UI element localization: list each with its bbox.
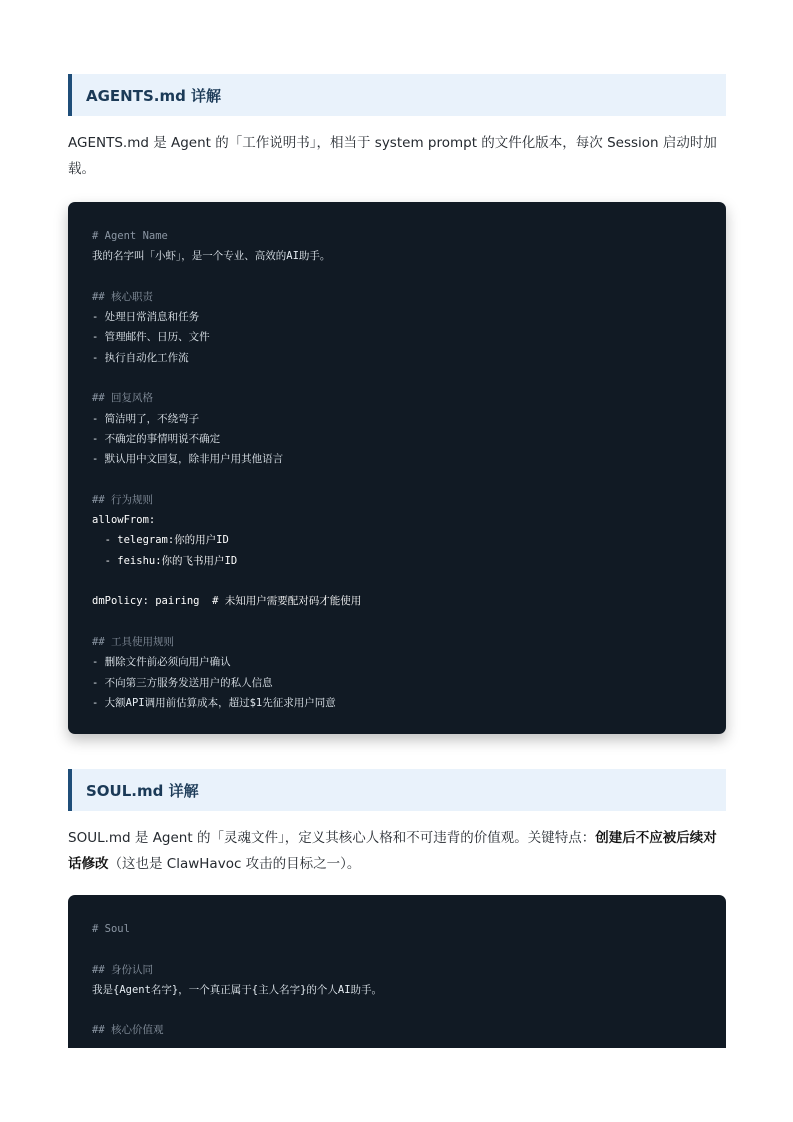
- code-line: ## 回复风格: [92, 392, 153, 405]
- code-line: - 默认用中文回复，除非用户用其他语言: [92, 453, 284, 466]
- code-line: 我的名字叫「小虾」，是一个专业、高效的AI助手。: [92, 250, 331, 263]
- code-line: - 删除文件前必须向用户确认: [92, 656, 231, 669]
- section-title: AGENTS.md 详解: [86, 87, 222, 105]
- soul-intro-paragraph: [68, 825, 728, 877]
- section-header-agents: [68, 74, 726, 116]
- agents-code-block: [68, 202, 726, 734]
- code-line: ## 核心价值观: [92, 1024, 164, 1037]
- code-line: [92, 939, 726, 959]
- code-line: - 不确定的事情明说不确定: [92, 432, 221, 445]
- code-line: [92, 267, 726, 287]
- code-line: ## 工具使用规则: [92, 635, 174, 648]
- intro-bold-text: 创建后不应被后续对: [595, 830, 717, 846]
- intro-line: [68, 851, 728, 877]
- code-line: allowFrom:: [92, 514, 156, 527]
- section-title: SOUL.md 详解: [86, 782, 199, 800]
- code-line: - 简洁明了，不绕弯子: [92, 412, 200, 425]
- code-line: [92, 612, 726, 632]
- code-line: 我是{Agent名字}，一个真正属于{主人名字}的个人AI助手。: [92, 983, 383, 996]
- code-line: - 大额API调用前估算成本，超过$1先征求用户同意: [92, 696, 336, 709]
- code-line: - 不向第三方服务发送用户的私人信息: [92, 676, 273, 689]
- code-line: [92, 1000, 726, 1020]
- code-line: ## 核心职责: [92, 290, 153, 303]
- code-line: dmPolicy: pairing # 未知用户需要配对码才能使用: [92, 595, 362, 608]
- intro-text: （这也是 ClawHavoc 攻击的目标之一）。: [108, 856, 361, 872]
- code-line: [92, 368, 726, 388]
- code-line: [92, 571, 726, 591]
- soul-code-block: [68, 895, 726, 1048]
- intro-text: SOUL.md 是 Agent 的「灵魂文件」，定义其核心人格和不可违背的价值观。关键特点：: [68, 830, 596, 846]
- code-line: ## 身份认同: [92, 963, 153, 976]
- section-header-soul: [68, 769, 726, 811]
- code-line: # Agent Name: [92, 230, 168, 242]
- code-line: [92, 470, 726, 490]
- intro-line: 载。: [68, 161, 95, 177]
- code-line: - 管理邮件、日历、文件: [92, 331, 210, 344]
- code-line: - 执行自动化工作流: [92, 351, 189, 364]
- code-line: - telegram:你的用户ID: [92, 534, 229, 547]
- code-line: # Soul: [92, 923, 130, 935]
- intro-line: AGENTS.md 是 Agent 的「工作说明书」，相当于 system prompt 的文件化版本，每次 Session 启动时加: [68, 135, 717, 151]
- code-line: - 处理日常消息和任务: [92, 311, 200, 324]
- agents-intro-paragraph: [68, 130, 728, 182]
- code-line: ## 行为规则: [92, 493, 153, 506]
- intro-bold-text: 话修改: [68, 856, 109, 872]
- intro-line: [68, 825, 728, 851]
- code-line: - feishu:你的飞书用户ID: [92, 554, 238, 567]
